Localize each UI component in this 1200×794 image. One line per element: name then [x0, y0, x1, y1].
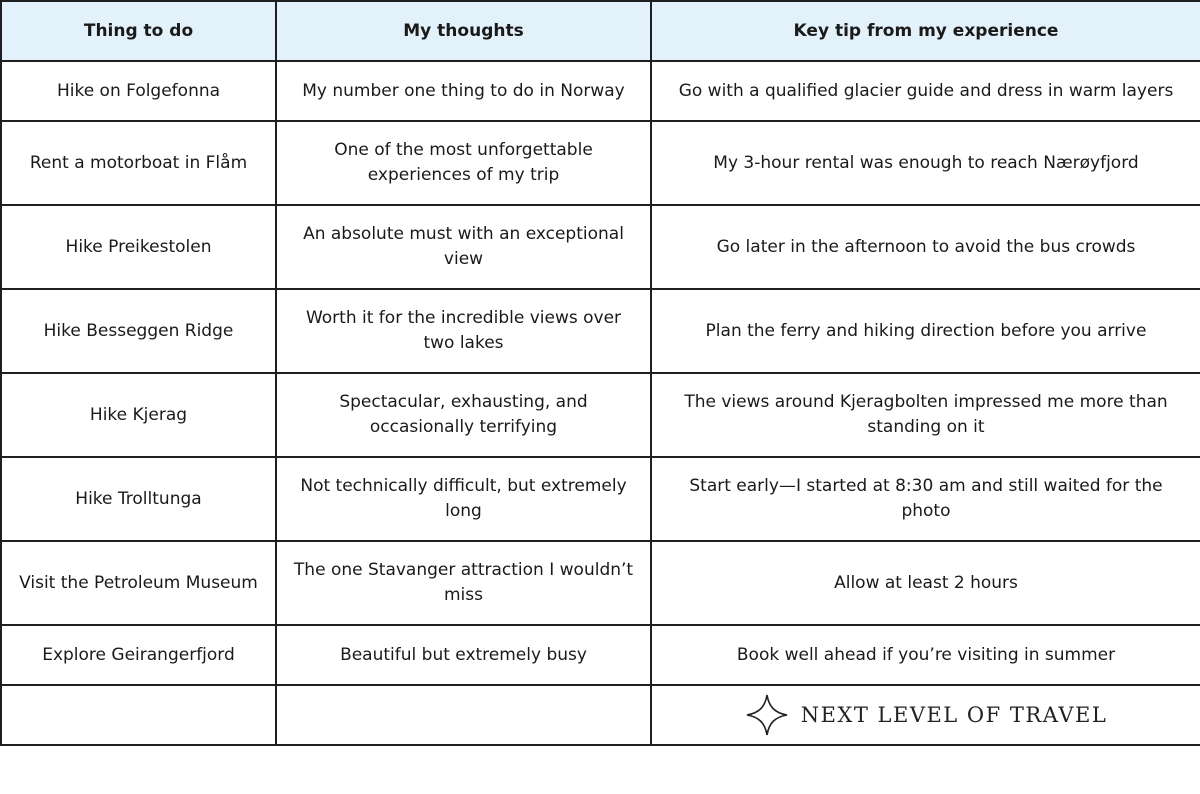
table-row	[1, 121, 1200, 205]
thing-cell: Hike on Folgefonna	[1, 61, 276, 121]
header-my-thoughts: My thoughts	[276, 1, 651, 61]
thing-cell: Rent a motorboat in Flåm	[1, 121, 276, 205]
compass-star-icon	[745, 693, 789, 737]
thoughts-cell: Not technically difficult, but extremely long	[276, 457, 651, 541]
thoughts-cell: One of the most unforgettable experiences of my trip	[276, 121, 651, 205]
tip-cell: Start early—I started at 8:30 am and still waited for the photo	[651, 457, 1200, 541]
tip-cell: Plan the ferry and hiking direction before you arrive	[651, 289, 1200, 373]
brand-logo	[666, 693, 1186, 737]
thoughts-cell: An absolute must with an exceptional view	[276, 205, 651, 289]
logo-cell	[651, 685, 1200, 745]
table-row	[1, 457, 1200, 541]
thoughts-cell: My number one thing to do in Norway	[276, 61, 651, 121]
thoughts-cell: The one Stavanger attraction I wouldn’t miss	[276, 541, 651, 625]
empty-cell	[1, 685, 276, 745]
tip-cell: My 3-hour rental was enough to reach Nærøyfjord	[651, 121, 1200, 205]
thing-cell: Hike Preikestolen	[1, 205, 276, 289]
table-row	[1, 625, 1200, 685]
tip-cell: Allow at least 2 hours	[651, 541, 1200, 625]
table-row	[1, 61, 1200, 121]
logo-row	[1, 685, 1200, 745]
thoughts-cell: Beautiful but extremely busy	[276, 625, 651, 685]
table-row	[1, 541, 1200, 625]
thoughts-cell: Worth it for the incredible views over two lakes	[276, 289, 651, 373]
table-row	[1, 373, 1200, 457]
tip-cell: Go later in the afternoon to avoid the bus crowds	[651, 205, 1200, 289]
header-row	[1, 1, 1200, 61]
thoughts-cell: Spectacular, exhausting, and occasionally terrifying	[276, 373, 651, 457]
table-row	[1, 205, 1200, 289]
tip-cell: Book well ahead if you’re visiting in summer	[651, 625, 1200, 685]
header-thing-to-do: Thing to do	[1, 1, 276, 61]
thing-cell: Hike Besseggen Ridge	[1, 289, 276, 373]
tip-cell: Go with a qualified glacier guide and dress in warm layers	[651, 61, 1200, 121]
header-key-tip: Key tip from my experience	[651, 1, 1200, 61]
empty-cell	[276, 685, 651, 745]
tip-cell: The views around Kjeragbolten impressed me more than standing on it	[651, 373, 1200, 457]
thing-cell: Explore Geirangerfjord	[1, 625, 276, 685]
table-row	[1, 289, 1200, 373]
thing-cell: Hike Kjerag	[1, 373, 276, 457]
thing-cell: Visit the Petroleum Museum	[1, 541, 276, 625]
thing-cell: Hike Trolltunga	[1, 457, 276, 541]
brand-name: NEXT LEVEL OF TRAVEL	[800, 702, 1108, 727]
